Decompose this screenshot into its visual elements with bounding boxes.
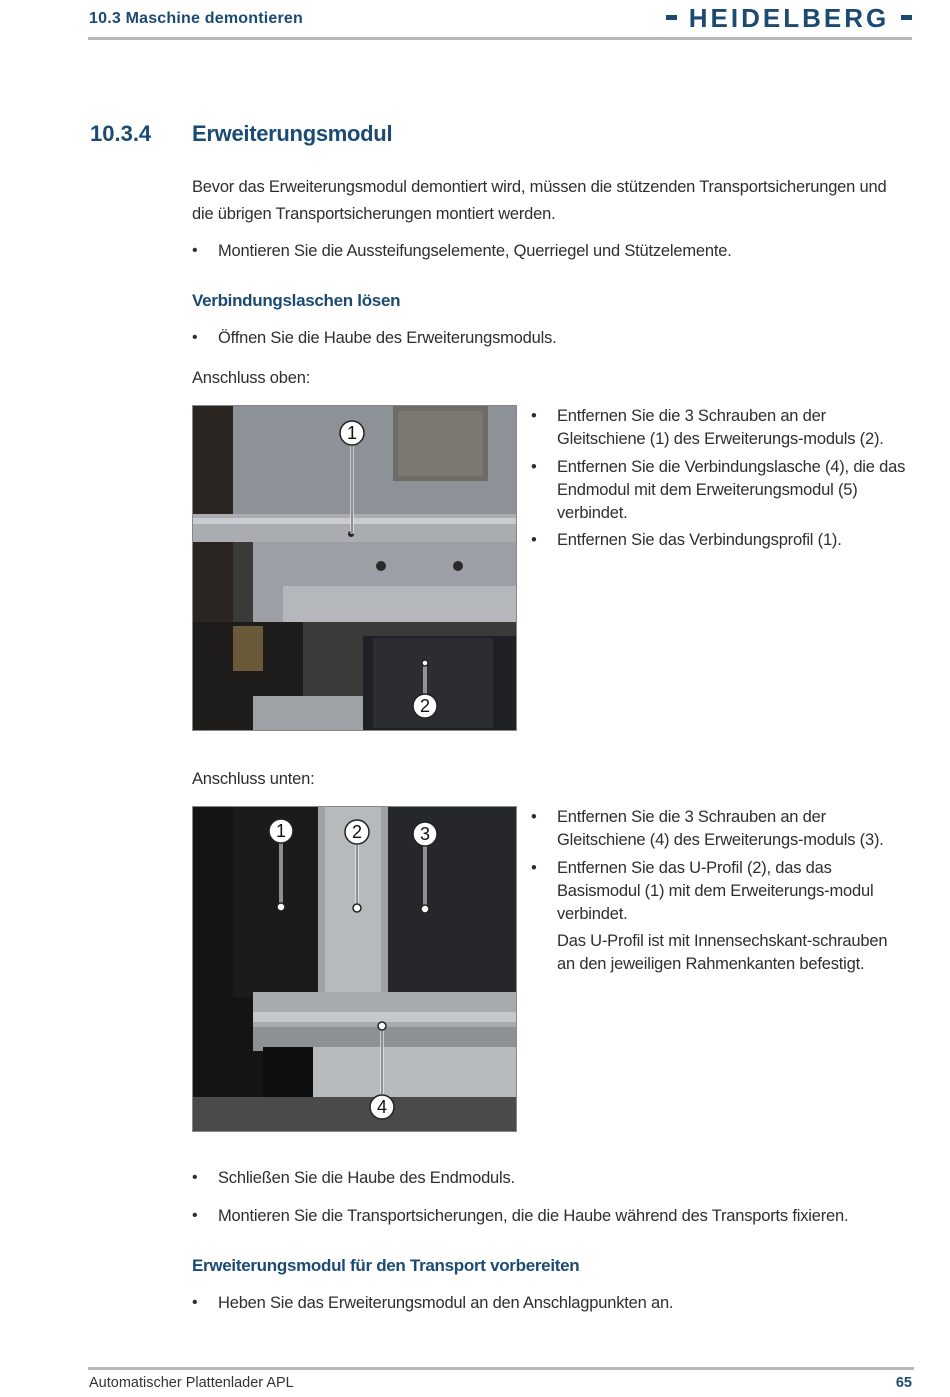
- section-title: Erweiterungsmodul: [192, 121, 393, 146]
- bullet-icon: •: [531, 407, 537, 425]
- note-text: Das U-Profil ist mit Innensechskant-schrauben an den jeweiligen Rahmenkanten befestigt.: [557, 932, 888, 973]
- bullet-icon: •: [192, 1169, 198, 1186]
- subheading-transport: Erweiterungsmodul für den Transport vorbereiten: [192, 1256, 580, 1275]
- bullet-text: Heben Sie das Erweiterungsmodul an den Anschlagpunkten an.: [218, 1294, 674, 1312]
- callout-1-label: 1: [346, 423, 358, 443]
- bullet-text: Schließen Sie die Haube des Endmoduls.: [218, 1169, 515, 1187]
- list-item: [531, 529, 916, 552]
- bullet-text: Entfernen Sie die 3 Schrauben an der Gleitschiene (1) des Erweiterungs-moduls (2).: [557, 407, 884, 448]
- bullet-icon: •: [192, 1207, 198, 1224]
- photo-anschluss-oben: [192, 405, 517, 731]
- svg-text:HEIDELBERG: HEIDELBERG: [688, 3, 890, 33]
- bullet-text: Entfernen Sie das U-Profil (2), das das Basismodul (1) mit dem Erweiterungs-modul verbindet.: [557, 859, 874, 923]
- photo-anschluss-unten: [192, 806, 517, 1132]
- bullet-icon: •: [531, 808, 537, 826]
- footer-document-title: Automatischer Plattenlader APL: [89, 1375, 294, 1391]
- bullet-text: Entfernen Sie die Verbindungslasche (4), die das Endmodul mit dem Erweiterungsmodul (5) verbindet.: [557, 458, 906, 522]
- intro-line-2: die übrigen Transportsicherungen montiert werden.: [192, 205, 556, 223]
- bullet-text: Entfernen Sie das Verbindungsprofil (1).: [557, 531, 842, 549]
- page-number: 65: [895, 1375, 912, 1391]
- label-anschluss-oben: Anschluss oben:: [192, 369, 311, 387]
- bullet-text: Montieren Sie die Aussteifungselemente, Querriegel und Stützelemente.: [218, 242, 732, 260]
- bullet-icon: •: [192, 1294, 198, 1311]
- callout-1-label: 1: [275, 821, 287, 841]
- heidelberg-logo: [666, 2, 912, 39]
- bullet-text: Montieren Sie die Transportsicherungen, die die Haube während des Transports fixieren.: [218, 1207, 849, 1225]
- callout-2-label: 2: [419, 696, 431, 716]
- list-item: [531, 857, 916, 926]
- header-section-title: 10.3 Maschine demontieren: [89, 10, 303, 27]
- header-rule: [88, 37, 912, 40]
- list-item: [531, 806, 916, 852]
- bullet-icon: •: [531, 458, 537, 476]
- list-item: [531, 456, 916, 525]
- subheading-verbindungslaschen: Verbindungslaschen lösen: [192, 291, 401, 310]
- callout-2-label: 2: [351, 822, 363, 842]
- bullet-icon: •: [192, 242, 198, 259]
- list-item: [531, 405, 916, 451]
- bullet-icon: •: [531, 859, 537, 877]
- bullet-icon: •: [192, 329, 198, 346]
- bullet-text: Entfernen Sie die 3 Schrauben an der Gleitschiene (4) des Erweiterungs-moduls (3).: [557, 808, 884, 849]
- callout-4-label: 4: [376, 1097, 388, 1117]
- footer-rule: [88, 1367, 914, 1370]
- callout-3-label: 3: [419, 824, 431, 844]
- section-number: 10.3.4: [90, 121, 152, 146]
- label-anschluss-unten: Anschluss unten:: [192, 770, 315, 788]
- bullet-icon: •: [531, 531, 537, 549]
- bullet-text: Öffnen Sie die Haube des Erweiterungsmoduls.: [218, 329, 557, 347]
- intro-paragraph: [192, 174, 886, 228]
- intro-line-1: Bevor das Erweiterungsmodul demontiert wird, müssen die stützenden Transportsicherungen und: [192, 178, 887, 196]
